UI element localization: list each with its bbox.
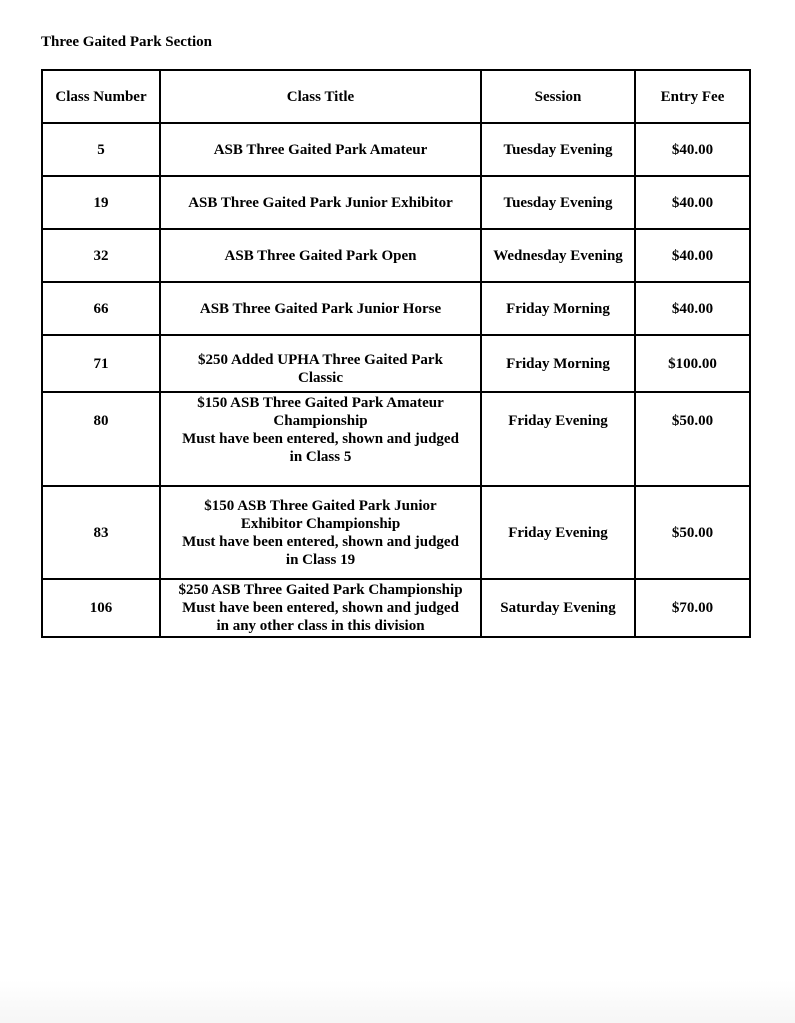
class-fee: $100.00 [635,335,750,392]
class-number: 66 [42,282,160,335]
table-row [42,579,750,637]
class-number: 80 [42,392,160,486]
class-session: Tuesday Evening [481,123,635,176]
table-row [42,176,750,229]
class-title-line: $250 ASB Three Gaited Park Championship [178,582,463,598]
class-fee: $40.00 [635,176,750,229]
class-title [160,282,481,335]
class-title [160,176,481,229]
class-number: 83 [42,486,160,579]
class-title [160,392,481,486]
class-fee: $40.00 [635,229,750,282]
class-title-line: Championship [273,413,368,429]
class-title [160,229,481,282]
section-title: Three Gaited Park Section [41,34,212,50]
class-fee: $40.00 [635,123,750,176]
page-bottom-shade [0,980,795,1023]
class-number: 19 [42,176,160,229]
class-title-line: Must have been entered, shown and judged [182,533,459,550]
class-title-line: in Class 19 [285,551,356,568]
class-fee: $40.00 [635,282,750,335]
class-title-line: ASB Three Gaited Park Junior Exhibitor [188,194,453,211]
class-session: Saturday Evening [481,579,635,637]
class-title [160,579,481,637]
class-fee: $70.00 [635,579,750,637]
table-row [42,123,750,176]
class-title-line: $150 ASB Three Gaited Park Junior [204,497,437,514]
class-number: 32 [42,229,160,282]
class-session: Wednesday Evening [481,229,635,282]
table-row [42,335,750,392]
class-session: Friday Evening [481,392,635,486]
class-title-line: $250 Added UPHA Three Gaited Park [198,351,443,368]
class-title-line: in Class 5 [289,449,352,465]
class-title [160,335,481,392]
class-title-line: Must have been entered, shown and judged [182,600,459,616]
class-number: 5 [42,123,160,176]
class-session: Friday Morning [481,282,635,335]
class-fee: $50.00 [635,486,750,579]
table-row [42,229,750,282]
table-row [42,392,750,486]
class-session: Friday Evening [481,486,635,579]
header-class-number: Class Number [42,70,160,123]
class-title-line: ASB Three Gaited Park Open [224,247,417,264]
class-title-line: ASB Three Gaited Park Junior Horse [199,300,442,317]
table-row [42,282,750,335]
class-fee: $50.00 [635,392,750,486]
header-row [42,70,750,123]
class-title-line: $150 ASB Three Gaited Park Amateur [197,395,444,411]
table-row [42,486,750,579]
class-table [41,69,751,638]
class-title [160,123,481,176]
class-number: 106 [42,579,160,637]
class-title-line: Must have been entered, shown and judged [182,431,459,447]
class-title-line: Exhibitor Championship [240,515,401,532]
class-title-line: Classic [298,369,343,386]
header-class-title: Class Title [160,70,481,123]
header-entry-fee: Entry Fee [635,70,750,123]
class-session: Friday Morning [481,335,635,392]
class-title-line: in any other class in this division [216,618,425,634]
class-number: 71 [42,335,160,392]
class-session: Tuesday Evening [481,176,635,229]
header-session: Session [481,70,635,123]
class-title-line: ASB Three Gaited Park Amateur [213,141,428,158]
class-title [160,486,481,579]
